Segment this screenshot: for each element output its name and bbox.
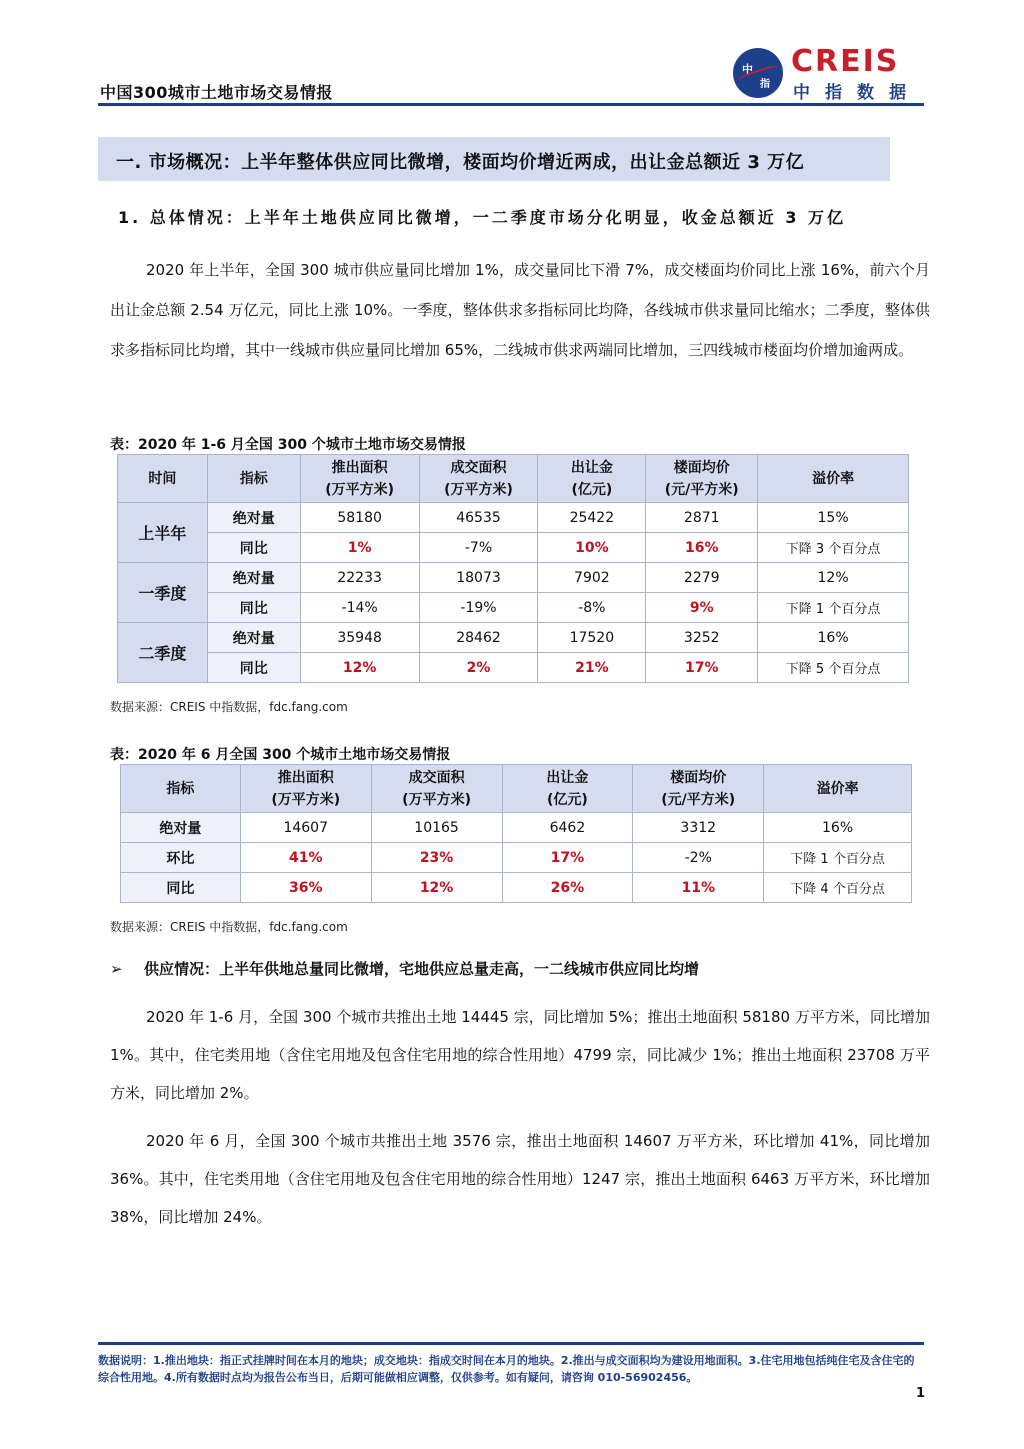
supply-heading-text: 供应情况：上半年供地总量同比微增，宅地供应总量走高，一二线城市供应同比均增 [144, 960, 700, 978]
value-cell: -7% [419, 533, 538, 563]
logo-brand-text: CREIS [791, 44, 900, 79]
table2-header-cell: 指标 [121, 765, 241, 813]
value-cell: 28462 [419, 623, 538, 653]
period-cell: 一季度 [118, 563, 208, 623]
value-cell: 7902 [538, 563, 646, 593]
table2-header-cell: 楼面均价 (元/平方米) [633, 765, 764, 813]
value-cell: 58180 [300, 503, 419, 533]
table-row [118, 623, 909, 653]
metric-cell: 环比 [121, 843, 241, 873]
value-cell: 41% [240, 843, 371, 873]
value-cell: -19% [419, 593, 538, 623]
value-cell: 6462 [502, 813, 633, 843]
supply-paragraph-1: 2020 年 1-6 月，全国 300 个城市共推出土地 14445 宗，同比增加 5%；推出土地面积 58180 万平方米，同比增加 1%。其中，住宅类用地（含住宅用地及包含住宅用地的综合性用地）4799 宗，同比减少 1%；推出土地面积 23708 万平方米，同比增加 2%。 [110, 1008, 930, 1102]
value-cell: 2% [419, 653, 538, 683]
table2-header-row [121, 765, 912, 813]
value-cell: 10% [538, 533, 646, 563]
value-cell: 46535 [419, 503, 538, 533]
value-cell: 16% [764, 813, 912, 843]
value-cell: 22233 [300, 563, 419, 593]
value-cell: 17% [502, 843, 633, 873]
report-title: 中国300城市土地市场交易情报 [100, 83, 333, 102]
value-cell: 3252 [646, 623, 758, 653]
value-cell: 1% [300, 533, 419, 563]
metric-cell: 同比 [121, 873, 241, 903]
value-cell: 下降 3 个百分点 [758, 533, 909, 563]
footer-divider [98, 1342, 924, 1345]
table2-header-cell: 成交面积 (万平方米) [371, 765, 502, 813]
table2-june [120, 764, 912, 903]
value-cell: 35948 [300, 623, 419, 653]
creis-logo [733, 44, 933, 103]
table2-caption: 表：2020 年 6 月全国 300 个城市土地市场交易情报 [110, 747, 451, 763]
value-cell: 12% [300, 653, 419, 683]
table1-header-cell: 出让金 (亿元) [538, 455, 646, 503]
value-cell: 12% [758, 563, 909, 593]
value-cell: 下降 4 个百分点 [764, 873, 912, 903]
metric-cell: 绝对量 [207, 503, 300, 533]
metric-cell: 绝对量 [207, 623, 300, 653]
metric-cell: 同比 [207, 593, 300, 623]
value-cell: 17% [646, 653, 758, 683]
value-cell: 15% [758, 503, 909, 533]
table1-header-cell: 推出面积 (万平方米) [300, 455, 419, 503]
value-cell: 2871 [646, 503, 758, 533]
header-divider [98, 103, 924, 106]
value-cell: 14607 [240, 813, 371, 843]
period-cell: 上半年 [118, 503, 208, 563]
metric-cell: 绝对量 [121, 813, 241, 843]
overview-paragraph: 2020 年上半年，全国 300 城市供应量同比增加 1%，成交量同比下滑 7%，成交楼面均价同比上涨 16%，前六个月出让金总额 2.54 万亿元，同比上涨 10%。一季度，整体供求多指标同比均降，各线城市供求量同比缩水；二季度，整体供求多指标同比均增，其中一线城市供应量同比增加 65%，二线城市供求两端同比增加，三四线城市楼面均价增加逾两成。 [110, 261, 930, 359]
page-number: 1 [916, 1386, 926, 1401]
arrow-bullet-icon: ➢ [110, 960, 123, 978]
table-row [118, 593, 909, 623]
table1-header-cell: 溢价率 [758, 455, 909, 503]
table1-caption: 表：2020 年 1-6 月全国 300 个城市土地市场交易情报 [110, 437, 466, 453]
logo-emblem-icon: 中 指 [733, 48, 783, 98]
table1-source: 数据来源：CREIS 中指数据，fdc.fang.com [110, 700, 348, 714]
value-cell: 下降 1 个百分点 [764, 843, 912, 873]
metric-cell: 同比 [207, 653, 300, 683]
value-cell: 16% [646, 533, 758, 563]
value-cell: 21% [538, 653, 646, 683]
value-cell: 下降 1 个百分点 [758, 593, 909, 623]
table-row [121, 813, 912, 843]
value-cell: 18073 [419, 563, 538, 593]
value-cell: 25422 [538, 503, 646, 533]
value-cell: 9% [646, 593, 758, 623]
table-row [118, 533, 909, 563]
table2-source: 数据来源：CREIS 中指数据，fdc.fang.com [110, 920, 348, 934]
table1-header-cell: 成交面积 (万平方米) [419, 455, 538, 503]
value-cell: 10165 [371, 813, 502, 843]
logo-sub-text: 中指数据 [793, 83, 921, 103]
data-notes: 数据说明：1.推出地块：指正式挂牌时间在本月的地块；成交地块：指成交时间在本月的地块。2.推出与成交面积均为建设用地面积。3.住宅用地包括纯住宅及含住宅的综合性用地。4.所有数据时点均为报告公布当日，后期可能做相应调整，仅供参考。如有疑问，请咨询 010-56902456。 [98, 1354, 915, 1384]
table-row [121, 843, 912, 873]
table2-header-cell: 推出面积 (万平方米) [240, 765, 371, 813]
supply-paragraph-2: 2020 年 6 月，全国 300 个城市共推出土地 3576 宗，推出土地面积 14607 万平方米，环比增加 41%，同比增加 36%。其中，住宅类用地（含住宅用地及包含住宅用地的综合性用地）1247 宗，推出土地面积 6463 万平方米，环比增加 38%，同比增加 24%。 [110, 1132, 930, 1226]
table1-header-cell: 楼面均价 (元/平方米) [646, 455, 758, 503]
table1-header-cell: 指标 [207, 455, 300, 503]
supply-heading [110, 958, 699, 979]
table-row [118, 653, 909, 683]
value-cell: -2% [633, 843, 764, 873]
value-cell: 12% [371, 873, 502, 903]
table-row [121, 873, 912, 903]
sub-heading: 1. 总体情况：上半年土地供应同比微增，一二季度市场分化明显，收金总额近 3 万亿 [118, 208, 847, 227]
value-cell: 23% [371, 843, 502, 873]
table2-header-cell: 溢价率 [764, 765, 912, 813]
value-cell: 26% [502, 873, 633, 903]
value-cell: 11% [633, 873, 764, 903]
table-row [118, 563, 909, 593]
table1-header-cell: 时间 [118, 455, 208, 503]
value-cell: 17520 [538, 623, 646, 653]
value-cell: 3312 [633, 813, 764, 843]
section-heading: 一. 市场概况：上半年整体供应同比微增，楼面均价增近两成，出让金总额近 3 万亿 [98, 137, 890, 181]
period-cell: 二季度 [118, 623, 208, 683]
value-cell: 下降 5 个百分点 [758, 653, 909, 683]
metric-cell: 同比 [207, 533, 300, 563]
table1-halfyear [117, 454, 909, 683]
value-cell: -8% [538, 593, 646, 623]
value-cell: 36% [240, 873, 371, 903]
table1-header-row [118, 455, 909, 503]
value-cell: 16% [758, 623, 909, 653]
table-row [118, 503, 909, 533]
table2-header-cell: 出让金 (亿元) [502, 765, 633, 813]
metric-cell: 绝对量 [207, 563, 300, 593]
value-cell: 2279 [646, 563, 758, 593]
value-cell: -14% [300, 593, 419, 623]
